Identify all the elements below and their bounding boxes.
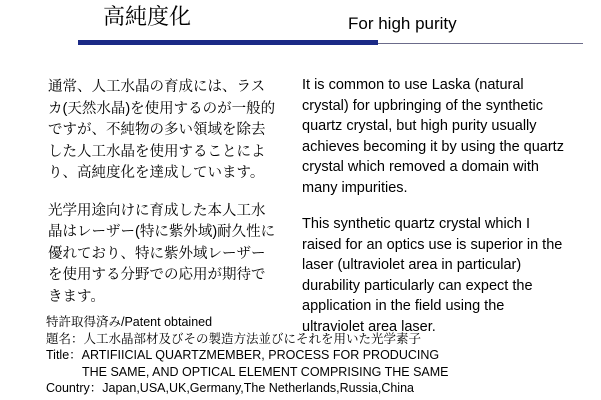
patent-title-english-line-2: THE SAME, AND OPTICAL ELEMENT COMPRISING THE SAME [82,364,449,379]
header-divider [78,40,583,46]
english-paragraph-1: It is common to use Laska (natural crystal) for upbringing of the synthetic quartz crystal, but high purity usually achieves becoming it by using the quartz crystal which removed a domain with many impurities. [302,77,564,196]
page-title-english: For high purity [348,14,457,33]
page-title-japanese: 高純度化 [103,4,192,29]
patent-status-line: 特許取得済み/Patent obtained [46,315,213,329]
patent-footer [46,314,586,397]
patent-country-line: Country：Japan,USA,UK,Germany,The Netherlands,Russia,China [46,381,414,395]
header-divider-thick [78,40,378,45]
japanese-paragraph-1: 通常、人工水晶の育成には、ラスカ(天然水晶)を使用するのが一般的ですが、不純物の多い領域を除去した人工水晶を使用することにより、高純度化を達成しています。 [48,79,276,181]
patent-title-english-line-1: Title：ARTIFIICIAL QUARTZMEMBER, PROCESS FOR PRODUCING [46,348,440,362]
english-paragraph-2: This synthetic quartz crystal which I raised for an optics use is superior in the laser (ultraviolet area in particular) durability particularly can expect the application in the field using the ultraviolet area laser. [302,216,563,335]
header-divider-thin [378,43,583,44]
patent-title-japanese: 題名：人工水晶部材及びその製造方法並びにそれを用いた光学素子 [46,331,422,346]
left-text-column [48,77,276,324]
japanese-paragraph-2: 光学用途向けに育成した本人工水晶はレーザー(特に紫外域)耐久性に優れており、特に紫外域レーザーを使用する分野での応用が期待できます。 [48,202,276,305]
slide-header [0,0,601,56]
right-text-column [302,75,570,353]
